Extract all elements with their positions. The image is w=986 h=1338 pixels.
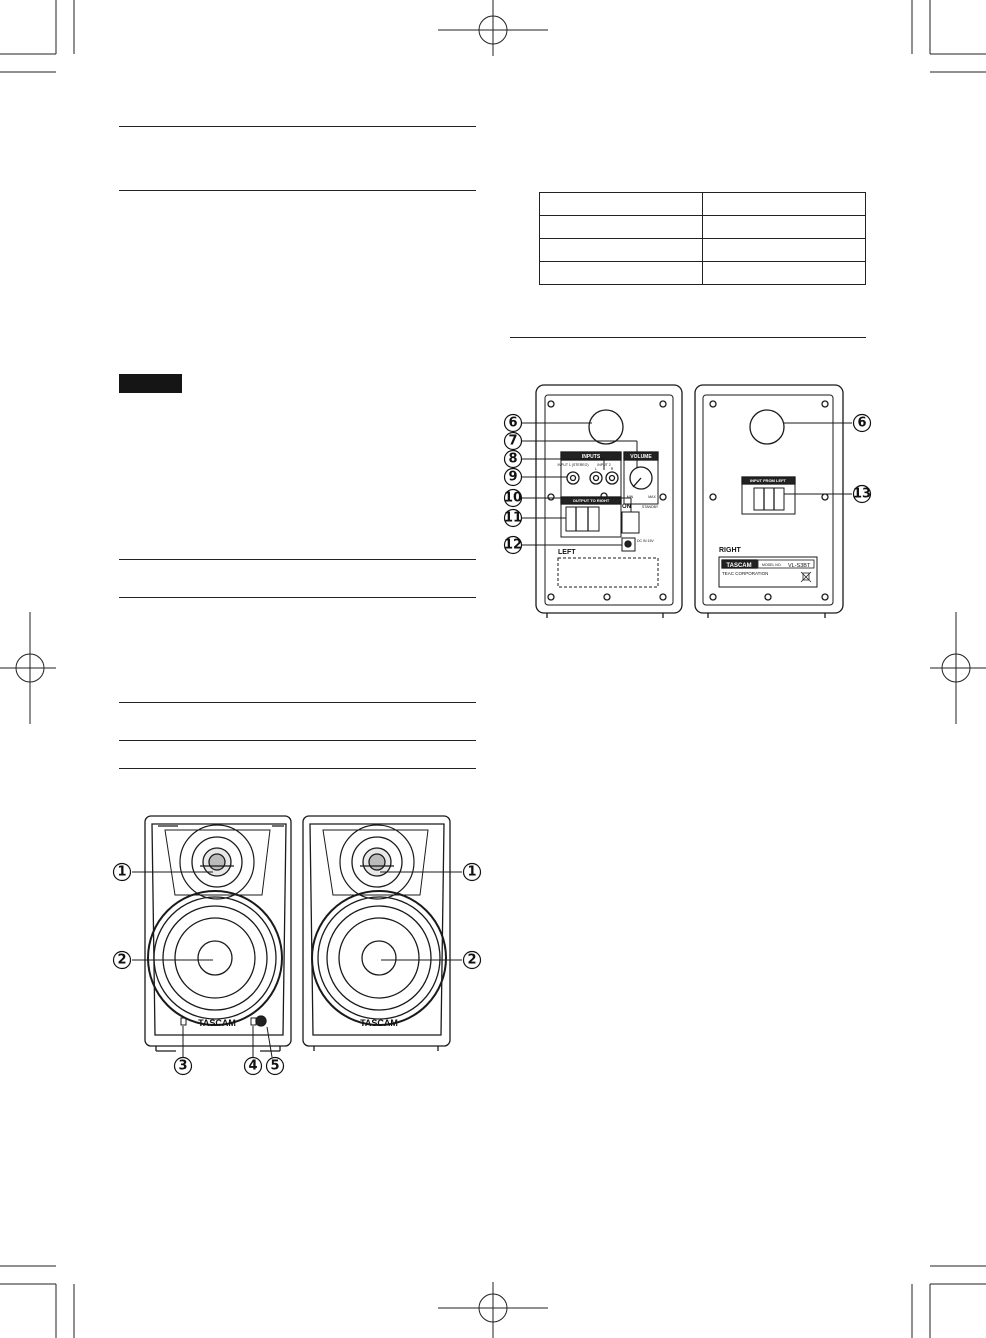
weee-bin-icon [801,572,811,582]
input2-label: INPUT 2 [597,463,611,467]
callout-bluetooth-button: 5 [270,1058,280,1074]
callout-volume-knob: 7 [508,433,518,449]
right-side-label: RIGHT [719,547,741,554]
callout-port-light: 3 [178,1058,188,1074]
left-brand-label: TASCAM [198,1018,236,1028]
right-speaker-rear [695,385,843,618]
callout-output-terminals: 11 [503,510,523,526]
callout-tweeter-left: 1 [117,864,127,880]
dc-in-label: DC IN 15V [637,539,654,543]
plate-model-prefix: MODEL NO. [762,563,782,567]
callout-input1-jack: 9 [508,469,518,485]
callout-power-switch: 10 [503,490,523,506]
plate-model: VL-S3BT [788,563,811,569]
callout-input2-jacks: 8 [508,451,518,467]
left-side-label: LEFT [558,549,576,556]
right-brand-label: TASCAM [360,1018,398,1028]
callout-woofer-left: 2 [117,952,127,968]
input2-l-label: L [595,467,597,471]
callout-tweeter-right: 1 [467,864,477,880]
volume-min-label: MIN [626,495,634,499]
inputs-label: INPUTS [581,454,601,460]
standby-label: STANDBY [642,505,659,509]
callout-input-terminals: 13 [852,486,872,502]
callout-woofer-right: 2 [467,952,477,968]
output-label: OUTPUT TO RIGHT [572,498,610,503]
input2-r-label: R [610,467,614,471]
volume-label: VOLUME [630,454,652,460]
callout-bass-port-left: 6 [508,415,518,431]
input1-label: INPUT 1 (STEREO) [557,463,589,467]
callout-dc-jack: 12 [503,537,523,553]
plate-brand: TASCAM [726,563,752,569]
on-label: ON [622,504,631,510]
callout-power-indicator: 4 [248,1058,258,1074]
plate-company: TEAC CORPORATION [722,571,769,576]
input-from-left-label: INPUT FROM LEFT [750,478,786,483]
volume-max-label: MAX [648,495,656,499]
callout-bass-port-right: 6 [857,415,867,431]
